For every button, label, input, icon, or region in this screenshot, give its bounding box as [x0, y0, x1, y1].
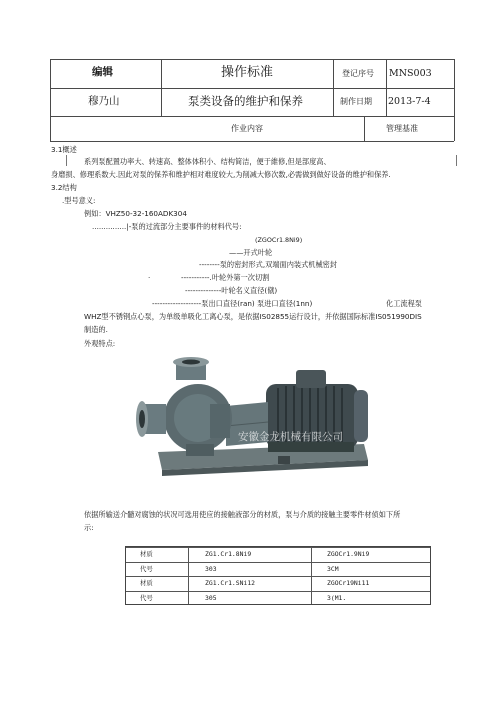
grid-v3 [386, 59, 387, 116]
record-no-label: 登记序号 [342, 69, 374, 78]
model-legend-3: ——开式叶轮 [229, 248, 273, 257]
model-legend-5-dot: . [148, 271, 151, 280]
pump-photo [128, 356, 372, 480]
table-row [126, 547, 430, 562]
model-meaning: .型号意义: [62, 196, 96, 205]
model-legend-7: -------------------泵出口直径(ran) 泵进口直径(1nn) [152, 299, 313, 308]
model-legend-1: ...............|-泵的过流部分主要事件的材料代号: [92, 222, 242, 231]
model-example: 例如：VHZ50-32-160ADK304 [84, 209, 187, 218]
table-row [126, 591, 430, 606]
paragraph-intro: WHZ型不锈钢点心泵，为单级单吸化工离心泵，是依据IS02855运行设计，并依据国际标准IS051990DIS [84, 312, 422, 321]
table-cell: ZG1.Cr1.8Ni9 [205, 550, 252, 558]
table-cell: 303 [205, 564, 217, 573]
table-cell: 材质 [140, 550, 153, 558]
materials-table [125, 546, 431, 605]
table-cell: 代号 [140, 564, 153, 573]
table-cell: 305 [205, 593, 217, 602]
model-legend-7-right: 化工流程泵 [386, 299, 422, 308]
table-cell: ZG1.Cr1.SNi12 [205, 579, 256, 587]
table-row [126, 562, 430, 577]
pump-casing [164, 384, 232, 456]
overview-line-1: 系列泵配置功率大、转速高、整体体积小、结构简洁，便于維修,但是部度高、 [84, 157, 331, 166]
model-legend-6: --------------叶轮名义直径(僦) [185, 286, 278, 295]
grid-v2 [333, 59, 334, 116]
model-legend-5: -----------.叶轮外第一次切割 [181, 273, 270, 282]
photo-watermark: 安徽金龙机械有限公司 [238, 431, 343, 443]
paragraph-intro-cont: 制造的. [84, 325, 108, 334]
doc-title: 泵类设备的维护和保养 [188, 94, 303, 108]
grid-left [50, 59, 51, 141]
table-cell: 3(M1. [327, 593, 347, 602]
appearance-heading: 外观特点: [84, 339, 116, 348]
grid-top [50, 59, 454, 60]
grid-v1 [161, 59, 162, 116]
editor-name: 穆乃山 [88, 95, 120, 107]
date-value: 2013-7-4 [388, 96, 431, 107]
grid-mid [50, 88, 454, 89]
grid-v4 [364, 116, 365, 141]
editor-label: 编辑 [92, 66, 113, 78]
overview-bracket-right [456, 155, 457, 166]
table-cell: ZGOCr19Ni11 [327, 579, 370, 587]
outlet-flange [173, 357, 209, 380]
overview-bracket-left [66, 155, 67, 166]
col-content-header: 作业内容 [231, 124, 263, 133]
section-structure-heading: 3.2结构 [51, 183, 77, 192]
grid-right [454, 59, 455, 141]
record-no-value: MNS003 [389, 68, 432, 79]
date-label: 制作日期 [340, 97, 372, 106]
model-legend-2: (ZGOCr1.8Ni9) [255, 236, 303, 244]
table-cell: 材质 [140, 579, 153, 587]
table-cell: 3CM [327, 564, 339, 573]
table-cell: 代号 [140, 593, 153, 602]
doc-type-title: 操作标准 [221, 65, 274, 80]
grid-row2-bottom [50, 116, 454, 117]
overview-line-2: 身磨损、修理系数大.因此对泵的保养和维护相对难度较大,为削减大修次数,必需做到做好设备的维护和保养. [51, 170, 391, 179]
model-legend-4: --------泵的密封形式,双端面内装式机械密封 [199, 260, 338, 269]
grid-row3-bottom [50, 141, 454, 142]
table-row [126, 576, 430, 591]
paragraph-materials-cont: 示: [84, 523, 94, 532]
col-basis-header: 管理基准 [386, 124, 418, 133]
table-cell: ZGOCr1.9Ni9 [327, 550, 370, 558]
inlet-flange [136, 401, 166, 437]
section-overview-heading: 3.1概述 [51, 145, 77, 154]
paragraph-materials: 依据所输送介髓对腐蚀的状况可选用使应的接触液部分的材质，泵与介质的接触主要零件材侦如下所 [84, 510, 401, 519]
